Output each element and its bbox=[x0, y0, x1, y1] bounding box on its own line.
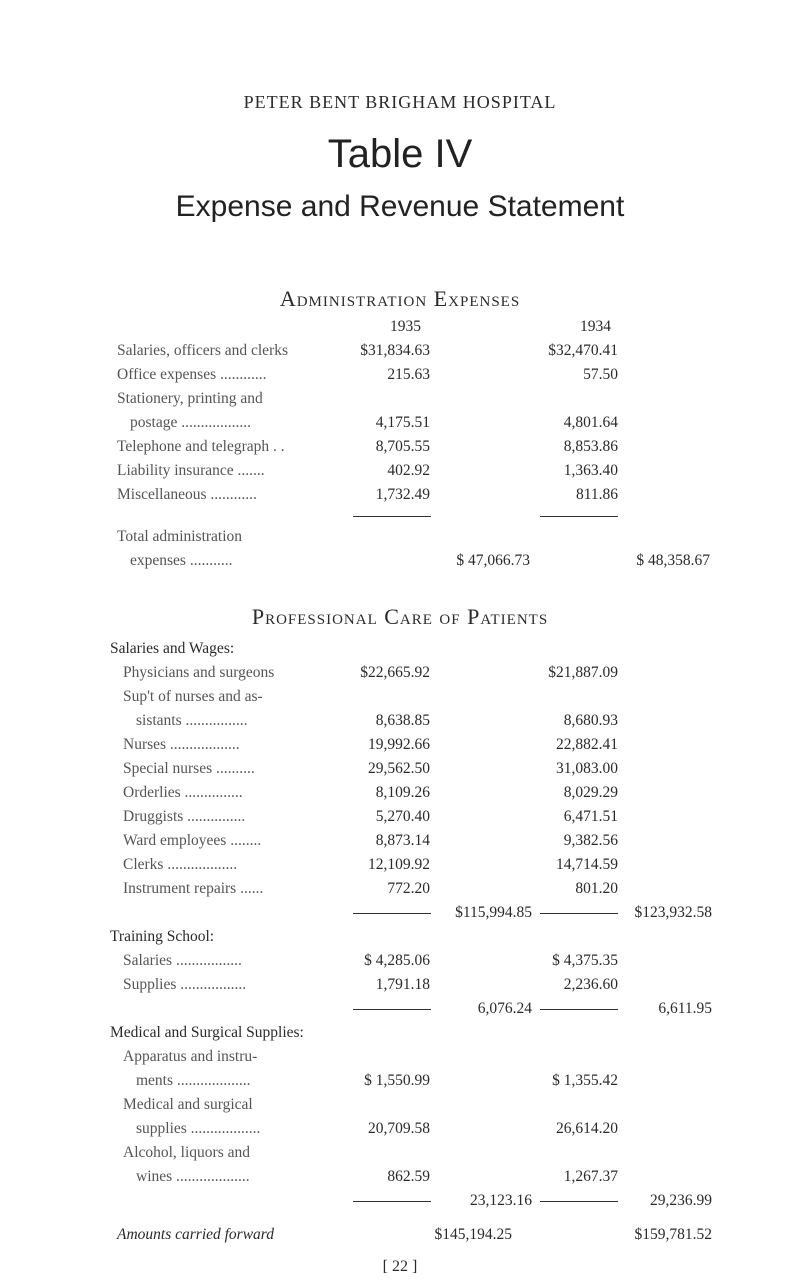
training-row-1934: 2,236.60 bbox=[563, 976, 618, 993]
admin-row-1935: $31,834.63 bbox=[360, 342, 430, 359]
medical-row-1935: $ 1,550.99 bbox=[364, 1072, 430, 1089]
medical-row-label: wines ................... bbox=[136, 1168, 250, 1185]
page-number: [ 22 ] bbox=[382, 1258, 418, 1275]
admin-row-1934: 811.86 bbox=[575, 486, 618, 503]
salary-row-label: sistants ................ bbox=[136, 712, 248, 729]
training-row-1935: $ 4,285.06 bbox=[364, 952, 430, 969]
admin-row-1934: 4,801.64 bbox=[563, 414, 618, 431]
admin-total-1935: $ 47,066.73 bbox=[456, 552, 530, 569]
salaries-total-1935: $115,994.85 bbox=[455, 904, 532, 921]
admin-rule-1935 bbox=[353, 516, 431, 517]
salary-row-1934: $21,887.09 bbox=[548, 664, 618, 681]
salary-row-1935: 8,109.26 bbox=[375, 784, 430, 801]
salary-row-label: Druggists ............... bbox=[123, 808, 246, 825]
salary-row-1934: 31,083.00 bbox=[556, 760, 618, 777]
salary-row-1935: 12,109.92 bbox=[368, 856, 430, 873]
salary-row-1934: 22,882.41 bbox=[556, 736, 618, 753]
training-heading: Training School: bbox=[110, 928, 215, 945]
training-row-1934: $ 4,375.35 bbox=[552, 952, 618, 969]
training-row-1935: 1,791.18 bbox=[375, 976, 430, 993]
salary-row-label: Instrument repairs ...... bbox=[123, 880, 264, 897]
admin-row-1934: $32,470.41 bbox=[548, 342, 618, 359]
admin-row-label: Salaries, officers and clerks bbox=[117, 342, 289, 359]
admin-row-1935: 8,705.55 bbox=[375, 438, 430, 455]
salary-row-1934: 9,382.56 bbox=[563, 832, 618, 849]
salary-row-1934: 8,029.29 bbox=[563, 784, 618, 801]
training-total-1935: 6,076.24 bbox=[477, 1000, 532, 1017]
admin-rule-1934 bbox=[540, 516, 618, 517]
medical-total-1934: 29,236.99 bbox=[650, 1192, 712, 1209]
salary-row-label: Special nurses .......... bbox=[123, 760, 255, 777]
admin-row-1935: 402.92 bbox=[387, 462, 430, 479]
salary-row-label: Sup't of nurses and as- bbox=[123, 688, 263, 705]
training-row-label: Salaries ................. bbox=[123, 952, 242, 969]
salary-row-1935: 772.20 bbox=[387, 880, 430, 897]
salary-row-label: Physicians and surgeons bbox=[123, 664, 275, 681]
statement-subtitle: Expense and Revenue Statement bbox=[175, 190, 625, 223]
salary-row-1934: 801.20 bbox=[575, 880, 618, 897]
admin-row-1934: 8,853.86 bbox=[563, 438, 618, 455]
salary-row-label: Clerks .................. bbox=[123, 856, 238, 873]
carried-forward-1935: $145,194.25 bbox=[434, 1226, 512, 1243]
admin-total-label: Total administration bbox=[117, 528, 243, 545]
medical-row-label: Apparatus and instru- bbox=[123, 1048, 258, 1065]
training-total-1934: 6,611.95 bbox=[658, 1000, 712, 1017]
medical-row-1935: 20,709.58 bbox=[368, 1120, 430, 1137]
medical-heading: Medical and Surgical Supplies: bbox=[110, 1024, 304, 1041]
running-head: PETER BENT BRIGHAM HOSPITAL bbox=[243, 92, 557, 112]
salary-row-1935: 8,638.85 bbox=[375, 712, 430, 729]
medical-row-1934: 26,614.20 bbox=[556, 1120, 618, 1137]
medical-row-label: ments ................... bbox=[136, 1072, 251, 1089]
salaries-total-1934: $123,932.58 bbox=[634, 904, 712, 921]
admin-total-label-cont: expenses ........... bbox=[130, 552, 233, 569]
medical-row-1934: 1,267.37 bbox=[563, 1168, 618, 1185]
admin-row-label: Miscellaneous ............ bbox=[117, 486, 257, 503]
training-row-label: Supplies ................. bbox=[123, 976, 247, 993]
salary-row-1935: 19,992.66 bbox=[368, 736, 430, 753]
medical-row-1934: $ 1,355.42 bbox=[552, 1072, 618, 1089]
admin-row-label: Telephone and telegraph . . bbox=[117, 438, 285, 455]
admin-row-1934: 1,363.40 bbox=[563, 462, 618, 479]
salary-row-1935: 29,562.50 bbox=[368, 760, 430, 777]
salary-row-1934: 14,714.59 bbox=[556, 856, 618, 873]
salary-row-1935: $22,665.92 bbox=[360, 664, 430, 681]
salary-row-label: Nurses .................. bbox=[123, 736, 240, 753]
admin-row-label: Office expenses ............ bbox=[117, 366, 267, 383]
salary-row-1934: 8,680.93 bbox=[563, 712, 618, 729]
medical-row-label: Medical and surgical bbox=[123, 1096, 253, 1113]
admin-row-1935: 215.63 bbox=[387, 366, 430, 383]
salaries-heading: Salaries and Wages: bbox=[110, 640, 235, 657]
year-1934: 1934 bbox=[580, 318, 611, 335]
admin-row-1934: 57.50 bbox=[583, 366, 618, 383]
year-1935: 1935 bbox=[390, 318, 421, 335]
admin-row-1935: 4,175.51 bbox=[375, 414, 430, 431]
admin-row-label: Stationery, printing and bbox=[117, 390, 263, 407]
medical-row-1935: 862.59 bbox=[387, 1168, 430, 1185]
medical-row-label: supplies .................. bbox=[136, 1120, 261, 1137]
salary-row-1935: 5,270.40 bbox=[375, 808, 430, 825]
medical-row-label: Alcohol, liquors and bbox=[123, 1144, 250, 1161]
admin-row-label: postage .................. bbox=[130, 414, 251, 431]
salary-row-1934: 6,471.51 bbox=[563, 808, 618, 825]
salary-row-label: Ward employees ........ bbox=[123, 832, 262, 849]
table-title: Table IV bbox=[327, 132, 473, 176]
professional-heading: Professional Care of Patients bbox=[251, 604, 549, 629]
salary-row-1935: 8,873.14 bbox=[375, 832, 430, 849]
administration-heading: Administration Expenses bbox=[279, 286, 521, 311]
admin-row-label: Liability insurance ....... bbox=[117, 462, 265, 479]
carried-forward-1934: $159,781.52 bbox=[634, 1226, 712, 1243]
medical-total-1935: 23,123.16 bbox=[470, 1192, 532, 1209]
admin-row-1935: 1,732.49 bbox=[375, 486, 430, 503]
admin-total-1934: $ 48,358.67 bbox=[636, 552, 710, 569]
carried-forward-label: Amounts carried forward bbox=[117, 1226, 275, 1243]
salary-row-label: Orderlies ............... bbox=[123, 784, 243, 801]
